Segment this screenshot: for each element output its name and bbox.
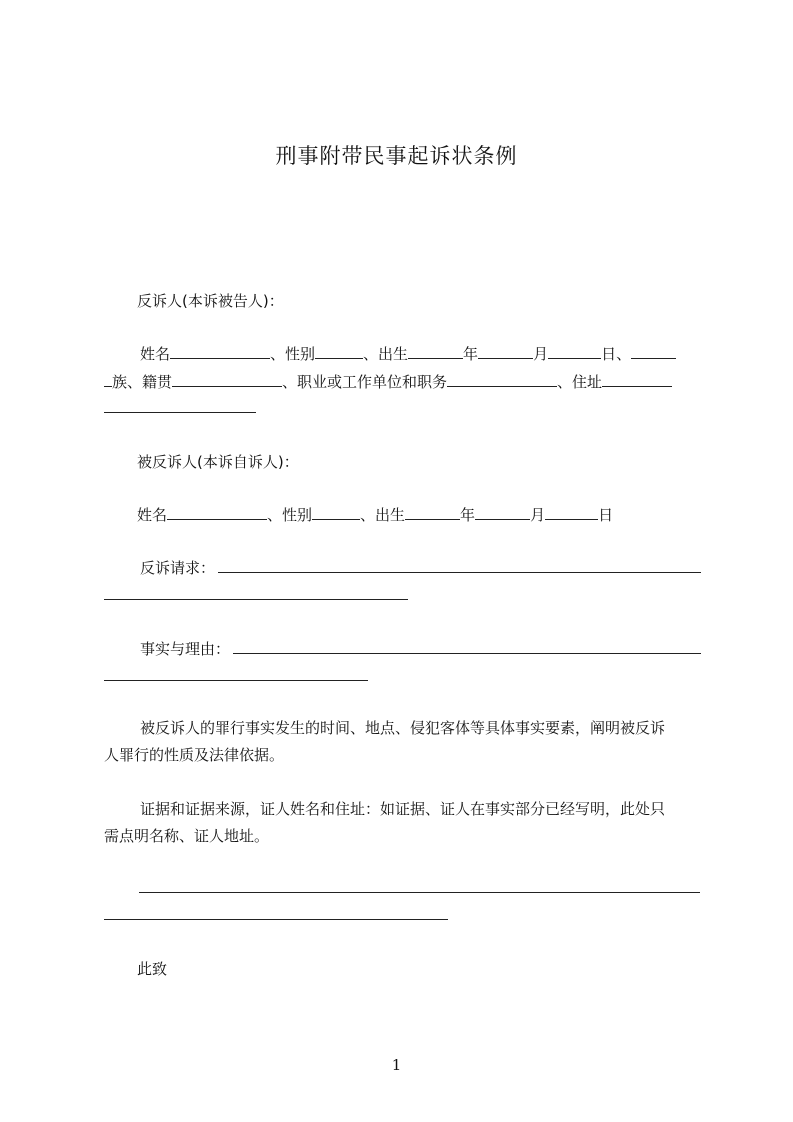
facts-blank[interactable] [233,653,701,654]
month-label: 月 [533,345,549,363]
name-label: 姓名 [140,345,171,363]
address-blank[interactable] [602,371,672,387]
facts-note-line-2: 人罪行的性质及法律依据。 [104,746,285,764]
name-label: 姓名 [137,506,168,524]
ethnicity-blank[interactable] [631,343,676,359]
counter-plaintiff-heading: 反诉人(本诉被告人)： [137,292,284,310]
closing-text: 此致 [137,960,168,978]
evidence-blank-cont[interactable] [104,919,448,920]
birth-year-blank[interactable] [405,504,460,520]
name-blank[interactable] [167,504,267,520]
birth-day-blank[interactable] [548,343,601,359]
day-label: 日、 [601,345,632,363]
ethnicity-blank-cont[interactable] [104,371,112,387]
claims-blank-cont[interactable] [104,599,408,600]
counter-plaintiff-line-1 [140,343,676,365]
native-place-blank[interactable] [172,371,282,387]
claims-label: 反诉请求： [140,559,216,577]
year-label: 年 [463,345,479,363]
occupation-blank[interactable] [447,371,557,387]
gender-blank[interactable] [312,504,360,520]
gender-label: 、性别 [267,506,313,524]
birth-day-blank[interactable] [545,504,598,520]
counter-plaintiff-line-2 [104,371,672,393]
birth-label: 、出生 [360,506,406,524]
counter-defendant-line [137,504,613,526]
name-blank[interactable] [170,343,270,359]
evidence-note-line-1: 证据和证据来源，证人姓名和住址：如证据、证人在事实部分已经写明，此处只 [140,800,666,818]
page-number: 1 [391,1056,402,1074]
evidence-blank[interactable] [139,892,700,893]
evidence-note-line-2: 需点明名称、证人地址。 [104,827,270,845]
claims-blank[interactable] [218,572,701,573]
occupation-label: 、职业或工作单位和职务 [282,373,448,391]
birth-month-blank[interactable] [475,504,530,520]
address-label: 、住址 [557,373,603,391]
birth-month-blank[interactable] [478,343,533,359]
day-label: 日 [598,506,614,524]
counter-defendant-heading: 被反诉人(本诉自诉人)： [137,453,299,471]
gender-label: 、性别 [270,345,316,363]
year-label: 年 [460,506,476,524]
gender-blank[interactable] [315,343,363,359]
birth-label: 、出生 [363,345,409,363]
facts-note-line-1: 被反诉人的罪行事实发生的时间、地点、侵犯客体等具体事实要素，阐明被反诉 [140,719,666,737]
facts-label: 事实与理由： [140,640,231,658]
address-blank-cont[interactable] [104,412,256,413]
month-label: 月 [530,506,546,524]
facts-blank-cont[interactable] [104,680,368,681]
ethnicity-label: 族、籍贯 [112,373,173,391]
birth-year-blank[interactable] [408,343,463,359]
document-title: 刑事附带民事起诉状条例 [275,144,518,168]
